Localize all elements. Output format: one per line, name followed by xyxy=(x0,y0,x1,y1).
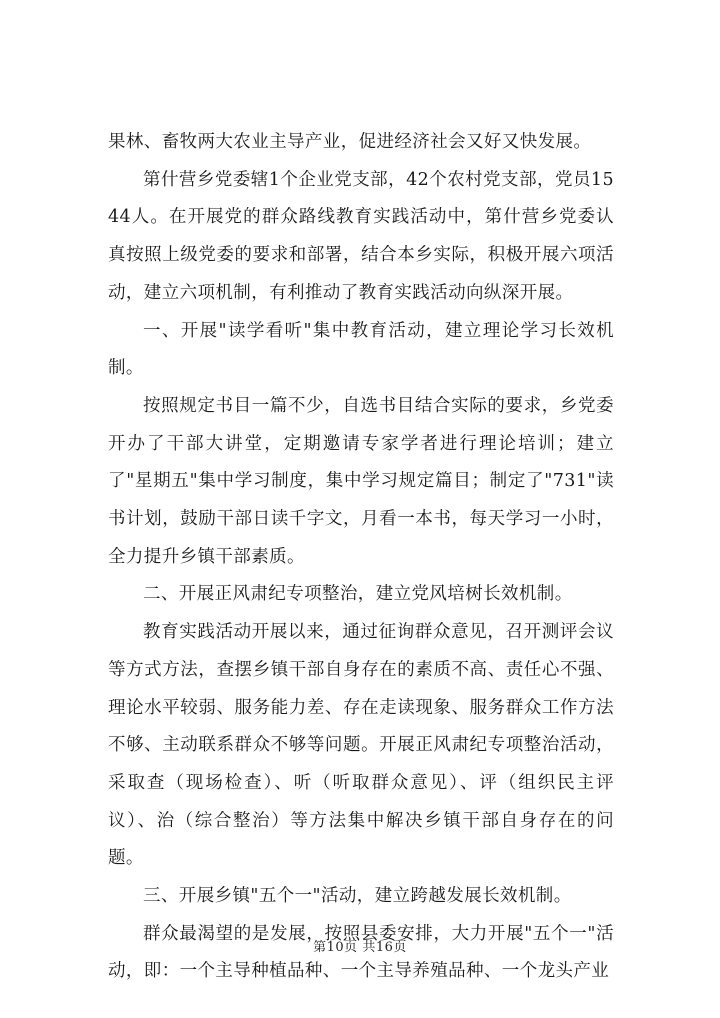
paragraph-section-1-body: 按照规定书目一篇不少，自选书目结合实际的要求，乡党委开办了干部大讲堂，定期邀请专家学者进行理论培训；建立了"星期五"集中学习制度，集中学习规定篇目；制定了"731"读书计划，鼓励干部日读千字文，月看一本书，每天学习一小时，全力提升乡镇干部素质。 xyxy=(108,395,614,567)
paragraph-section-2-body: 教育实践活动开展以来，通过征询群众意见，召开测评会议等方式方法，查摆乡镇干部自身存在的素质不高、责任心不强、理论水平较弱、服务能力差、存在走读现象、服务群众工作方法不够、主动联系群众不够等问题。开展正风肃纪专项整治活动，采取查（现场检查）、听（听取群众意见）、评（组织民主评议）、治（综合整治）等方法集中解决乡镇干部自身存在的问题。 xyxy=(108,622,614,869)
paragraph-continued: 果林、畜牧两大农业主导产业，促进经济社会又好又快发展。 xyxy=(108,132,592,152)
heading-section-3: 三、开展乡镇"五个一"活动，建立跨越发展长效机制。 xyxy=(143,886,572,907)
paragraph-section-3-body: 群众最渴望的是发展，按照县委安排，大力开展"五个一"活动，即：一个主导种植品种、一个主导养殖品种、一个龙头产业 xyxy=(108,923,614,982)
document-body xyxy=(108,124,614,991)
paragraph-party-overview: 第什营乡党委辖1个企业党支部，42个农村党支部，党员1544人。在开展党的群众路线教育实践活动中，第什营乡党委认真按照上级党委的要求和部署，结合本乡实际，积极开展六项活动，建立六项机制，有利推动了教育实践活动向纵深开展。 xyxy=(108,169,614,303)
heading-section-1: 一、开展"读学看听"集中教育活动，建立理论学习长效机制。 xyxy=(108,320,614,379)
heading-section-2: 二、开展正风肃纪专项整治，建立党风培树长效机制。 xyxy=(143,584,573,605)
page-number-footer: 第10页 共16页 xyxy=(313,940,407,955)
